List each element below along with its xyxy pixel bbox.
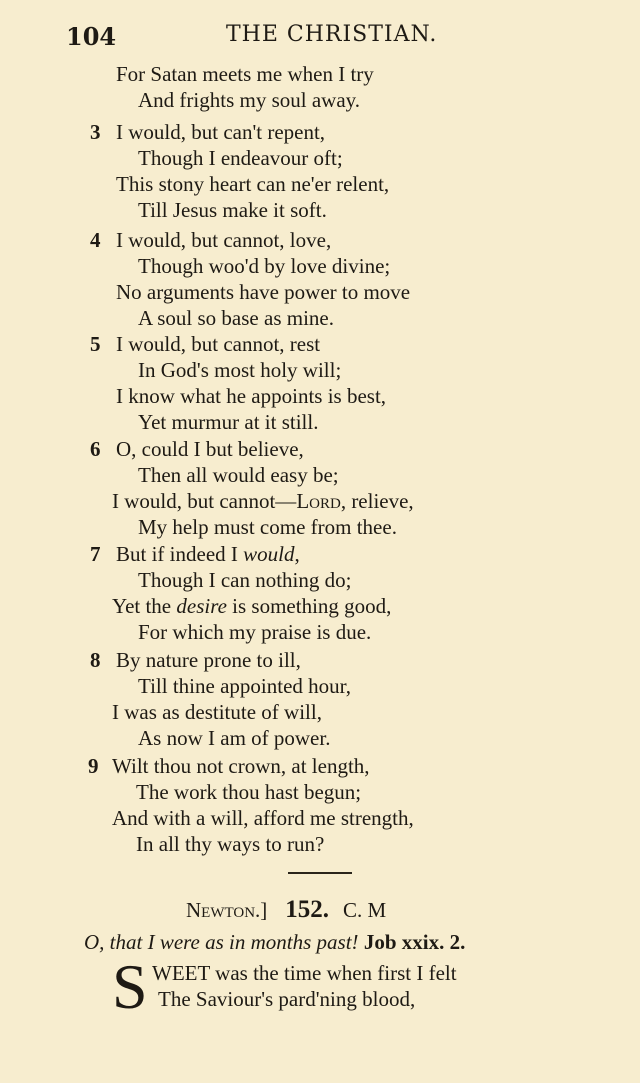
verse-line: In all thy ways to run? bbox=[136, 832, 325, 856]
section-divider bbox=[288, 872, 352, 874]
verse-line: Yet murmur at it still. bbox=[138, 410, 319, 434]
verse-line: This stony heart can ne'er relent, bbox=[116, 172, 390, 196]
page-number: 104 bbox=[66, 22, 117, 51]
verse-line: I know what he appoints is best, bbox=[116, 384, 387, 408]
stanza-number: 8 bbox=[90, 648, 101, 672]
stanza-number: 5 bbox=[90, 332, 101, 356]
page-header bbox=[66, 22, 586, 52]
stanza-number: 9 bbox=[88, 754, 99, 778]
italic-word: desire bbox=[176, 594, 227, 618]
verse-line: Then all would easy be; bbox=[138, 463, 339, 487]
verse-line: And with a will, afford me strength, bbox=[112, 806, 414, 830]
verse-line: I would, but cannot, rest bbox=[116, 332, 321, 356]
verse-line: I would, but cannot—Lord, relieve, bbox=[112, 489, 414, 513]
verse-line: But if indeed I would, bbox=[116, 542, 300, 566]
drop-cap: S bbox=[112, 951, 148, 1022]
italic-word: would bbox=[243, 542, 295, 566]
verse-line: Till thine appointed hour, bbox=[138, 674, 352, 698]
hymn-heading bbox=[186, 896, 386, 924]
hymn-author: Newton.] bbox=[186, 898, 268, 922]
stanza-number: 6 bbox=[90, 437, 101, 461]
verse-line: Though I can nothing do; bbox=[138, 568, 352, 592]
lord-smallcaps: Lord bbox=[296, 489, 341, 513]
verse-line: O, could I but believe, bbox=[116, 437, 304, 461]
verse-line: In God's most holy will; bbox=[138, 358, 342, 382]
verse-line: For which my praise is due. bbox=[138, 620, 372, 644]
verse-line: And frights my soul away. bbox=[138, 88, 361, 112]
running-title: THE CHRISTIAN. bbox=[226, 22, 438, 47]
verse-line: Till Jesus make it soft. bbox=[138, 198, 327, 222]
hymn-number: 152. bbox=[285, 896, 330, 923]
verse-line: A soul so base as mine. bbox=[138, 306, 334, 330]
verse-line: Though I endeavour oft; bbox=[138, 146, 343, 170]
verse-line: The work thou hast begun; bbox=[136, 780, 362, 804]
verse-line: As now I am of power. bbox=[138, 726, 331, 750]
verse-line: My help must come from thee. bbox=[138, 515, 397, 539]
verse-line: Yet the desire is something good, bbox=[112, 594, 392, 618]
verse-line: I would, but can't repent, bbox=[116, 120, 326, 144]
stanza-number: 7 bbox=[90, 542, 101, 566]
stanza-number: 4 bbox=[90, 228, 101, 252]
epigraph-quote: O, that I were as in months past! bbox=[84, 930, 359, 954]
verse-line: Wilt thou not crown, at length, bbox=[112, 754, 370, 778]
epigraph-reference: Job xxix. 2. bbox=[363, 930, 466, 954]
verse-line: For Satan meets me when I try bbox=[116, 62, 374, 86]
verse-line: I would, but cannot, love, bbox=[116, 228, 332, 252]
verse-line: By nature prone to ill, bbox=[116, 648, 301, 672]
verse-line: I was as destitute of will, bbox=[112, 700, 322, 724]
verse-line: WEET was the time when first I felt bbox=[152, 961, 457, 985]
verse-line: No arguments have power to move bbox=[116, 280, 411, 304]
hymn-meter: C. M bbox=[343, 898, 387, 922]
verse-line: Though woo'd by love divine; bbox=[138, 254, 391, 278]
stanza-number: 3 bbox=[90, 120, 101, 144]
verse-line: The Saviour's pard'ning blood, bbox=[158, 987, 416, 1011]
